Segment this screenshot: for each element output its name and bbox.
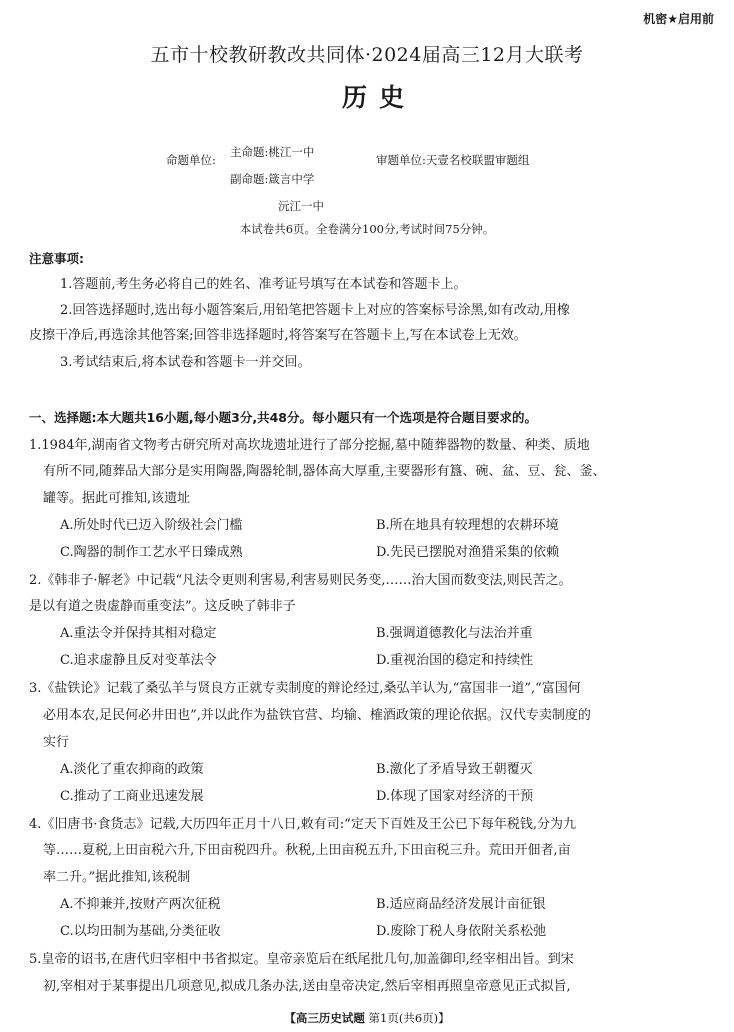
question-5-line: 5.皇帝的诏书,在唐代归宰相中书省拟定。皇帝亲览后在纸尾批几句,加盖御印,经宰相出旨。到宋 [29, 952, 574, 967]
question-4-line: 4.《旧唐书·食货志》记载,大历四年正月十八日,敕有司:“定天下百姓及王公已下每年税钱,分为九 [29, 817, 576, 832]
question-5-line: 初,宰相对于某事提出几项意见,拟成几条办法,送由皇帝决定,然后宰相再照皇帝意见正式拟旨, [43, 979, 571, 994]
chief-proposer: 主命题:桃江一中 [230, 145, 315, 159]
page-footer [0, 1010, 734, 1026]
note-item: 2.回答选择题时,选出每小题答案后,用铅笔把答题卡上对应的答案标号涂黑,如有改动,用橡 [60, 303, 570, 318]
note-item: 3.考试结束后,将本试卷和答题卡一并交回。 [60, 355, 311, 370]
question-2-option-c: C.追求虚静且反对变革法令 [60, 653, 217, 668]
confidential-stamp: 机密★启用前 [643, 12, 714, 26]
proposer-label: 命题单位: [166, 153, 216, 167]
question-1-line: 有所不同,随葬品大部分是实用陶器,陶器轮制,器体高大厚重,主要器形有簋、碗、盆、豆、瓮、釜、 [43, 464, 606, 479]
question-4-option-c: C.以均田制为基础,分类征收 [60, 924, 221, 939]
deputy-proposer-2: 沅江一中 [278, 199, 324, 213]
question-4-line: 等……夏税,上田亩税六升,下田亩税四升。秋税,上田亩税五升,下田亩税三升。荒田开佃者,亩 [43, 843, 571, 858]
question-2-option-b: B.强调道德教化与法治并重 [376, 626, 533, 641]
question-3-option-d: D.体现了国家对经济的干预 [376, 789, 534, 804]
exam-info: 本试卷共6页。全卷满分100分,考试时间75分钟。 [239, 222, 495, 236]
question-2-option-a: A.重法令并保持其相对稳定 [60, 626, 217, 641]
question-1-line: 1.1984年,湖南省文物考古研究所对高坎垅遗址进行了部分挖掘,墓中随葬器物的数量、种类、质地 [29, 438, 590, 453]
question-1-option-c: C.陶器的制作工艺水平日臻成熟 [60, 545, 243, 560]
question-3-option-a: A.淡化了重农抑商的政策 [60, 762, 204, 777]
question-3-option-b: B.激化了矛盾导致王朝覆灭 [376, 762, 533, 777]
section-heading: 一、选择题:本大题共16小题,每小题3分,共48分。每小题只有一个选项是符合题目要求的。 [29, 410, 537, 425]
question-4-option-b: B.适应商品经济发展计亩征银 [376, 897, 546, 912]
subject-title: 历史 [341, 83, 416, 112]
note-item: 1.答题前,考生务必将自己的姓名、准考证号填写在本试卷和答题卡上。 [60, 277, 467, 292]
question-2-line: 2.《韩非子·解老》中记载“凡法令更则利害易,利害易则民务变,……治大国而数变法,则民苦之。 [29, 573, 572, 588]
reviewer: 审题单位:天壹名校联盟审题组 [376, 153, 530, 167]
question-1-option-d: D.先民已摆脱对渔猎采集的依赖 [376, 545, 560, 560]
note-item: 皮擦干净后,再选涂其他答案;回答非选择题时,将答案写在答题卡上,写在本试卷上无效。 [29, 328, 527, 343]
question-4-option-a: A.不抑兼并,按财产两次征税 [60, 897, 221, 912]
question-3-line: 实行 [43, 735, 70, 750]
question-1-line: 罐等。据此可推知,该遗址 [43, 491, 191, 506]
question-2-line: 是以有道之贵虚静而重变法”。这反映了韩非子 [29, 599, 296, 614]
question-4-option-d: D.废除丁税人身依附关系松弛 [376, 924, 547, 939]
question-3-option-c: C.推动了工商业迅速发展 [60, 789, 204, 804]
exam-title: 五市十校教研教改共同体·2024届高三12月大联考 [150, 44, 584, 66]
question-1-option-b: B.所在地具有较理想的农耕环境 [376, 518, 559, 533]
notes-heading: 注意事项: [29, 251, 84, 266]
question-3-line: 必用本农,足民何必井田也”,并以此作为盐铁官营、均输、榷酒政策的理论依据。汉代专卖制度的 [43, 708, 591, 723]
deputy-proposer: 副命题:箴言中学 [230, 172, 315, 186]
question-1-option-a: A.所处时代已迈入阶级社会门槛 [60, 518, 243, 533]
question-4-line: 率二升。”据此推知,该税制 [43, 870, 191, 885]
question-2-option-d: D.重视治国的稳定和持续性 [376, 653, 534, 668]
footer-page: 第1页(共6页)】 [368, 1011, 450, 1025]
footer-label: 【高三历史试题 [284, 1011, 365, 1025]
question-3-line: 3.《盐铁论》记载了桑弘羊与贤良方正就专卖制度的辩论经过,桑弘羊认为,“富国非一道”,“富国何 [29, 681, 581, 696]
